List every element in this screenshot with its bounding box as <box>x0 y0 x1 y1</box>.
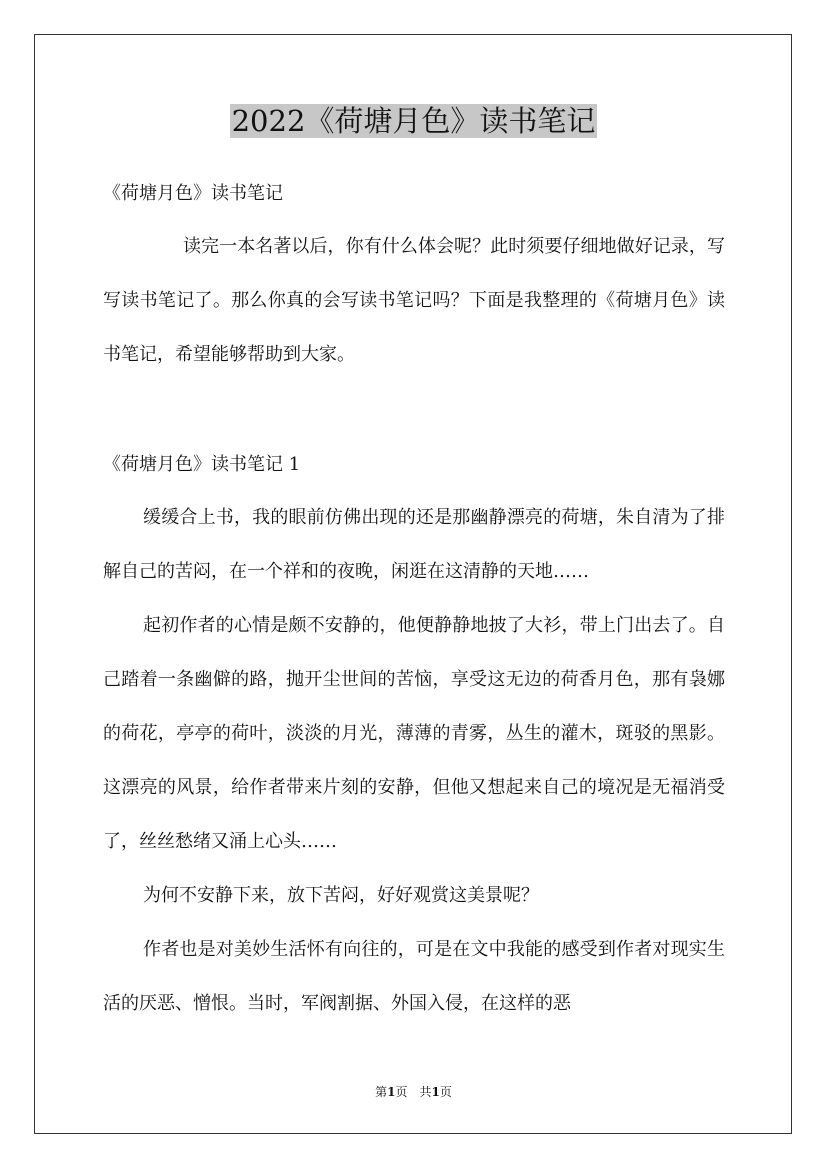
footer-suffix: 页 <box>439 1085 452 1099</box>
document-title <box>0 100 827 142</box>
footer-page-number: 1 <box>387 1085 396 1099</box>
footer-prefix: 第 <box>375 1085 388 1099</box>
title-text: 2022《荷塘月色》读书笔记 <box>231 104 596 138</box>
body-paragraph-1: 缓缓合上书，我的眼前仿佛出现的还是那幽静漂亮的荷塘，朱自清为了排解自己的苦闷，在一个祥和的夜晚，闲逛在这清静的天地…… <box>103 507 725 582</box>
section-heading-1: 《荷塘月色》读书笔记 1 <box>103 454 301 475</box>
body-paragraph-3: 为何不安静下来，放下苦闷，好好观赏这美景呢？ <box>143 885 539 906</box>
body-paragraph-4: 作者也是对美妙生活怀有向往的，可是在文中我能的感受到作者对现实生活的厌恶、憎恨。当时，军阀割据、外国入侵，在这样的恶 <box>103 939 725 1014</box>
body-paragraph-2: 起初作者的心情是颇不安静的，他便静静地披了大衫，带上门出去了。自己踏着一条幽僻的路，抛开尘世间的苦恼，享受这无边的荷香月色，那有袅娜的荷花，亭亭的荷叶，淡淡的月光，薄薄的青雾，丛生的灌木，斑驳的黑影。这漂亮的风景，给作者带来片刻的安静，但他又想起来自己的境况是无福消受了，丝丝愁绪又涌上心头…… <box>103 615 725 852</box>
subtitle: 《荷塘月色》读书笔记 <box>103 183 283 204</box>
footer-total-pages: 1 <box>431 1085 440 1099</box>
page-footer <box>0 1084 827 1100</box>
intro-paragraph: 读完一本名著以后，你有什么体会呢？此时须要仔细地做好记录，写写读书笔记了。那么你真的会写读书笔记吗？下面是我整理的《荷塘月色》读书笔记，希望能够帮助到大家。 <box>103 236 725 365</box>
footer-middle: 页 共 <box>395 1085 432 1099</box>
